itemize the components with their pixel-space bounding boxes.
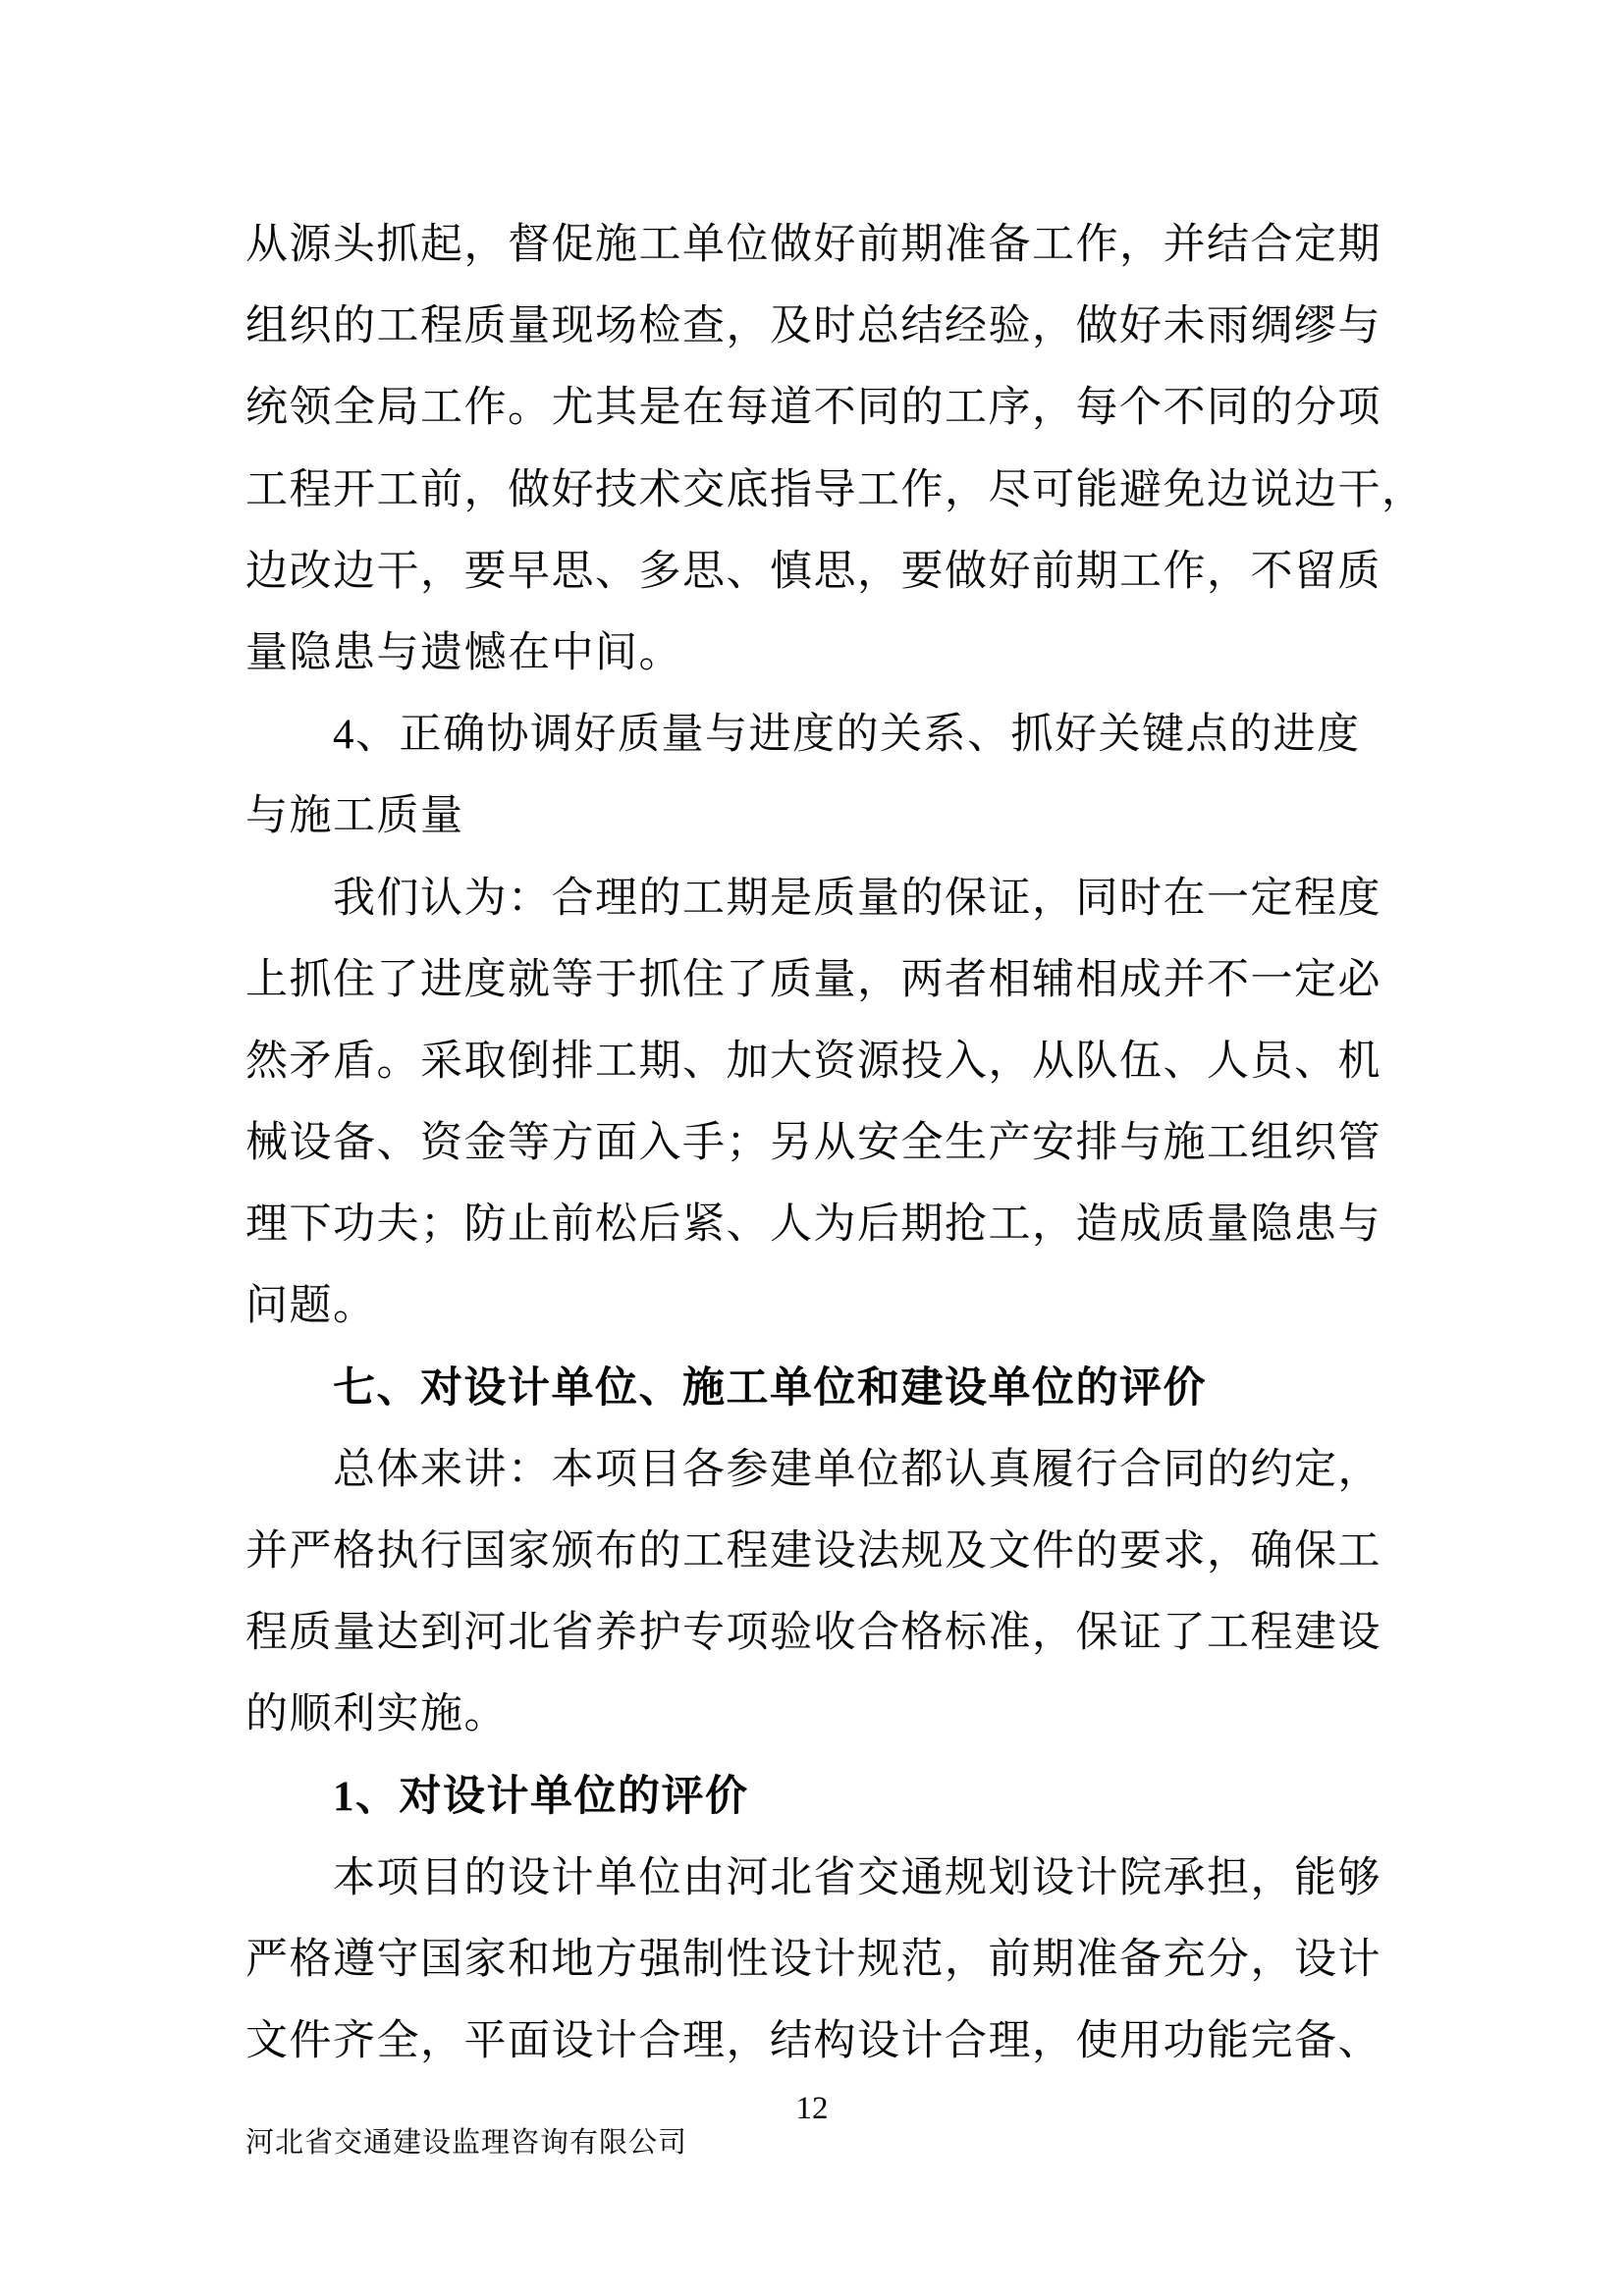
text-line: 我们认为：合理的工期是质量的保证，同时在一定程度 (333, 875, 1381, 922)
text-line: 问题。 (245, 1283, 377, 1330)
subsection-heading-4: 4、正确协调好质量与进度的关系、抓好关键点的进度 (333, 712, 1361, 759)
footer-company-name: 河北省交通建设监理咨询有限公司 (245, 2127, 688, 2159)
text-line: 理下功夫；防止前松后紧、人为后期抢工，造成质量隐患与 (245, 1201, 1381, 1249)
text-line: 程质量达到河北省养护专项验收合格标准，保证了工程建设 (245, 1610, 1381, 1657)
text-line: 工程开工前，做好技术交底指导工作，尽可能避免边说边干， (245, 466, 1426, 513)
text-line: 的顺利实施。 (245, 1691, 508, 1738)
subsection-heading-1: 1、对设计单位的评价 (333, 1773, 749, 1820)
page-number: 12 (795, 2091, 829, 2126)
text-line: 械设备、资金等方面入手；另从安全生产安排与施工组织管 (245, 1120, 1381, 1167)
text-line: 上抓住了进度就等于抓住了质量，两者相辅相成并不一定必 (245, 956, 1381, 1003)
subsection-heading-4-cont: 与施工质量 (245, 793, 464, 840)
text-line: 组织的工程质量现场检查，及时总结经验，做好未雨绸缪与 (245, 303, 1381, 350)
text-line: 文件齐全，平面设计合理，结构设计合理，使用功能完备、 (245, 2018, 1381, 2065)
text-line: 并严格执行国家颁布的工程建设法规及文件的要求，确保工 (245, 1528, 1381, 1575)
text-line: 量隐患与遗憾在中间。 (245, 629, 682, 676)
document-text-block (245, 204, 1426, 2082)
text-line: 边改边干，要早思、多思、慎思，要做好前期工作，不留质 (245, 548, 1381, 595)
text-line: 统领全局工作。尤其是在每道不同的工序，每个不同的分项 (245, 385, 1381, 432)
text-line: 总体来讲：本项目各参建单位都认真履行合同的约定， (333, 1446, 1381, 1493)
text-line: 从源头抓起，督促施工单位做好前期准备工作，并结合定期 (245, 222, 1381, 268)
text-line: 本项目的设计单位由河北省交通规划设计院承担，能够 (333, 1854, 1381, 1901)
text-line: 然矛盾。采取倒排工期、加大资源投入，从队伍、人员、机 (245, 1038, 1381, 1085)
text-line: 严格遵守国家和地方强制性设计规范，前期准备充分，设计 (245, 1936, 1381, 1983)
section-heading-7: 七、对设计单位、施工单位和建设单位的评价 (333, 1364, 1207, 1412)
